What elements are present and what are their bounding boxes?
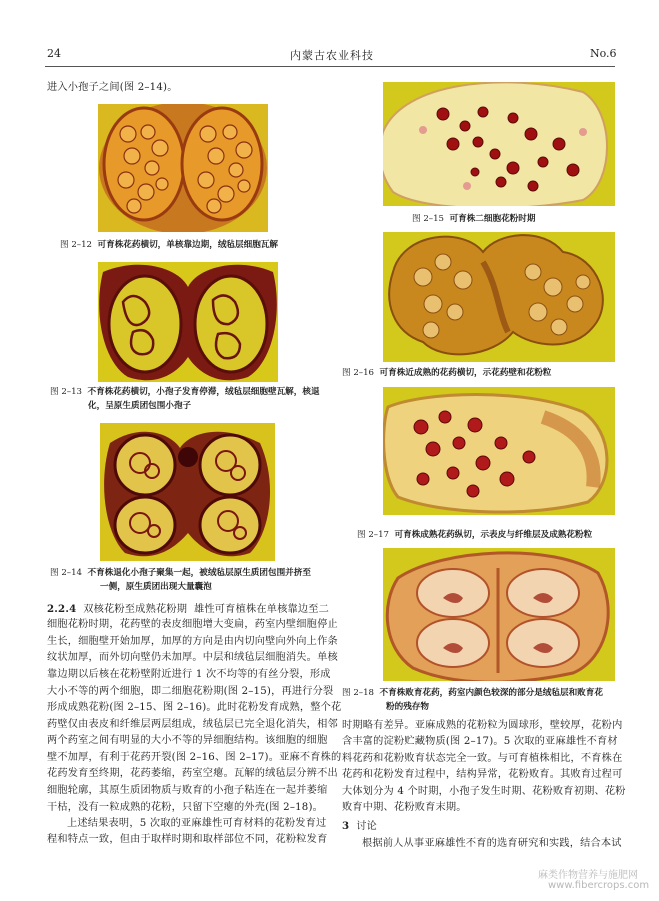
body-line: 上述结果表明，5 次取的亚麻雄性可育材料的花粉发育过 bbox=[67, 818, 327, 829]
body-line: 程和特点一致，但由于取样时期和取样部位不同，花粉粒发育 bbox=[47, 834, 328, 845]
figure-2-18-image bbox=[383, 548, 615, 681]
intro-line: 进入小孢子之间(图 2–14)。 bbox=[47, 82, 178, 93]
figure-2-16-image bbox=[383, 232, 615, 362]
watermark-title: 麻类作物营养与施肥网 bbox=[538, 870, 638, 881]
figure-2-15-image bbox=[383, 82, 615, 206]
body-line: 细胞花粉时期，花药壁的表皮细胞增大变扁，药室内壁细胞停止 bbox=[47, 619, 338, 630]
page-number: 24 bbox=[47, 47, 61, 60]
body-line: 败育中期、花粉败育末期。 bbox=[342, 802, 467, 813]
figure-2-17-image bbox=[383, 387, 615, 515]
figure-2-14-image bbox=[100, 423, 275, 561]
body-line: 花药发育至终期，花药萎缩，药室空瘪。瓦解的绒毡层分辨不出 bbox=[47, 768, 338, 779]
figure-2-17-caption: 图 2–17 可育株成熟花药纵切，示表皮与纤维层及成熟花粉粒 bbox=[357, 530, 593, 540]
figure-2-14-caption-line1: 图 2–14 不育株退化小孢子聚集一起，被绒毡层原生质团包围并挤至 bbox=[50, 568, 311, 578]
body-line: 根据前人从事亚麻雄性不育的选育研究和实践，结合本试 bbox=[362, 838, 622, 849]
figure-2-12-image bbox=[98, 104, 268, 232]
body-line: 大小不等的两个细胞，即二细胞花粉期(图 2–15)，再进行分裂 bbox=[47, 686, 334, 697]
body-line: 药壁仅由表皮和纤维层两层组成，绒毡层已完全退化消失，相邻 bbox=[47, 719, 338, 730]
body-line: 大体划分为 4 个时期，小孢子发生时期、花粉败育初期、花粉 bbox=[342, 786, 626, 797]
body-line: 纹状加厚，而外切向壁仍未加厚。中层和绒毡层细胞消失。单核 bbox=[47, 652, 338, 663]
journal-title: 内蒙古农业科技 bbox=[290, 49, 374, 62]
body-line: 含丰富的淀粉贮藏物质(图 2–17)。5 次取的亚麻雄性不育材 bbox=[342, 736, 618, 747]
body-line: 料花药和花粉败育状态完全一致。与可育植株相比，不育株在 bbox=[342, 753, 623, 764]
body-line: 干枯，没有一粒成熟的花粉，只留下空瘪的外壳(图 2–18)。 bbox=[47, 802, 324, 813]
body-line: 生长，细胞壁开始加厚，加厚的方向是由内切向壁向外向上作条 bbox=[47, 636, 338, 647]
section-3-heading: 3 讨论 bbox=[342, 820, 377, 832]
figure-2-12-caption: 图 2–12 可育株花药横切，单核靠边期，绒毡层细胞瓦解 bbox=[60, 240, 278, 250]
body-line: 两个药室之间有明显的大小不等的异细胞结构。该细胞的细胞 bbox=[47, 735, 328, 746]
body-line: 壁不加厚，有利于花药开裂(图 2–16、图 2–17)。亚麻不育株的 bbox=[47, 752, 342, 763]
figure-2-13-image bbox=[98, 262, 278, 382]
body-line: 形成成熟花粉(图 2–15、图 2–16)。此时花粉发育成熟，整个花 bbox=[47, 702, 342, 713]
section-2-2-4-heading: 2.2.4 双核花粉至成熟花粉期 雄性可育植株在单核靠边至二 bbox=[47, 603, 330, 615]
header-rule bbox=[45, 66, 615, 67]
body-line: 细胞轮廓，其原生质团物质与败育的小孢子粘连在一起并萎缩 bbox=[47, 785, 328, 796]
figure-2-16-caption: 图 2–16 可育株近成熟的花药横切，示花药壁和花粉粒 bbox=[342, 368, 552, 378]
issue-number: No.6 bbox=[590, 47, 617, 60]
body-line: 靠边期以后核在花粉壁附近进行 1 次不均等的有丝分裂，形成 bbox=[47, 669, 331, 680]
figure-2-14-caption-line2: 一侧，原生质团出现大量囊泡 bbox=[100, 582, 212, 592]
body-line: 花药和花粉发育过程中，结构异常，花粉败育。其败育过程可 bbox=[342, 769, 623, 780]
body-line: 时期略有差异。亚麻成熟的花粉粒为圆球形，壁较厚，花粉内 bbox=[342, 720, 623, 731]
figure-2-13-caption-line1: 图 2–13 不育株花药横切，小孢子发育停滞，绒毡层细胞壁瓦解，核退 bbox=[50, 387, 320, 397]
figure-2-15-caption: 图 2–15 可育株二细胞花粉时期 bbox=[412, 214, 536, 224]
figure-2-18-caption-line1: 图 2–18 不育株败育花药，药室内颜色较深的部分是绒毡层和败育花 bbox=[342, 688, 603, 698]
figure-2-18-caption-line2: 粉的残存物 bbox=[386, 702, 429, 712]
watermark-url: www.fibercrops.com bbox=[548, 880, 650, 891]
figure-2-13-caption-line2: 化，呈原生质团包围小孢子 bbox=[88, 401, 192, 411]
